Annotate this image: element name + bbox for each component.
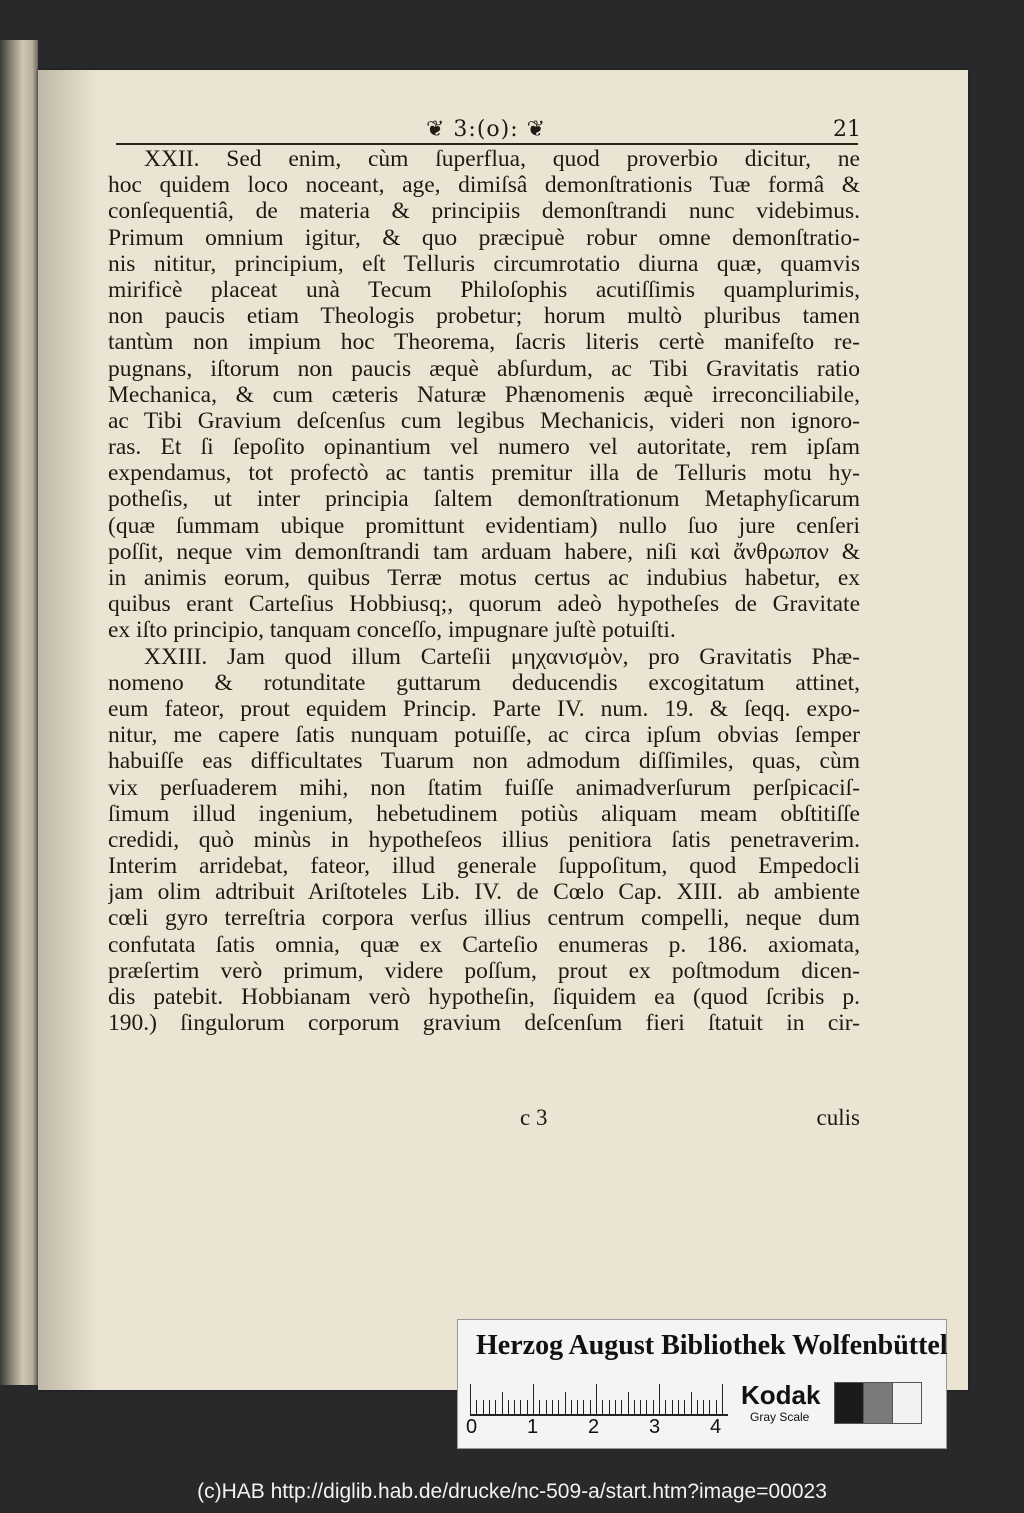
text-line: XXIII. Jam quod illum Carteſii μηχανισμὸν, pro Gravitatis Phæ- <box>144 643 860 670</box>
text-line: Interim arridebat, fateor, illud generale ſuppoſitum, quod Empedocli <box>108 853 860 880</box>
body-text <box>108 146 860 1036</box>
ruler-tick <box>527 1400 528 1414</box>
text-line: poſſit, neque vim demonſtrandi tam arduam habere, niſi καὶ ἄνθρωπον & <box>108 538 860 565</box>
text-line: nitur, me capere ſatis nunquam potuiſſe, ac circa ipſum obvias ſemper <box>108 722 860 749</box>
text-line: ex iſto principio, tanquam conceſſo, impugnare juſtè potuiſti. <box>108 617 676 644</box>
text-line: jam olim adtribuit Ariſtoteles Lib. IV. de Cœlo Cap. XIII. ab ambiente <box>108 879 860 906</box>
text-line: eum fateor, prout equidem Princip. Parte IV. num. 19. & ſeqq. expo- <box>108 695 860 722</box>
ruler-tick <box>533 1384 534 1414</box>
ruler-tick <box>609 1400 610 1414</box>
book-page <box>38 70 968 1390</box>
ruler-tick <box>577 1400 578 1414</box>
ruler-tick <box>520 1400 521 1414</box>
book-edge <box>0 40 38 1385</box>
ruler-tick <box>684 1400 685 1414</box>
ruler-tick <box>615 1400 616 1414</box>
ruler-tick <box>470 1384 471 1414</box>
ruler-number: 4 <box>710 1416 722 1438</box>
text-line: hoc quidem loco noceant, age, dimiſsâ demonſtrationis Tuæ formâ & <box>108 172 860 199</box>
text-line: pugnans, iſtorum non paucis æquè abſurdum, ac Tibi Gravitatis ratio <box>108 355 860 382</box>
text-line: vix perſuaderem mihi, non ſtatim fuiſſe animadverſurum perſpicaciſ- <box>108 774 860 801</box>
kodak-logo: Kodak <box>741 1380 821 1410</box>
ruler-tick <box>672 1400 673 1414</box>
page-footer <box>108 1105 860 1135</box>
text-line: quibus erant Carteſius Hobbiusq;, quorum adeò hypotheſes de Gravitate <box>108 591 860 618</box>
catchword: culis <box>816 1105 860 1130</box>
source-url: (c)HAB http://diglib.hab.de/drucke/nc-509-a/start.htm?image=00023 <box>197 1480 827 1503</box>
gray-swatch <box>892 1382 922 1424</box>
color-reference-card <box>457 1319 947 1449</box>
ruler-tick <box>546 1400 547 1414</box>
page-number: 21 <box>833 117 861 142</box>
page-header <box>116 117 861 145</box>
header-rule <box>116 143 858 145</box>
ruler-tick <box>716 1400 717 1414</box>
text-line: præſertim verò primum, videre poſſum, prout ex poſtmodum dicen- <box>108 957 860 984</box>
ruler-tick <box>628 1392 629 1414</box>
gray-scale-label: Gray Scale <box>750 1410 810 1424</box>
text-line: tantùm non impium hoc Theorema, ſacris literis certè manifeſto re- <box>108 329 860 356</box>
text-line: ras. Et ſi ſepoſito opinantium vel numero vel autoritate, rem ipſam <box>108 434 860 461</box>
text-line: conſequentiâ, de materia & principiis demonſtrandi nunc videbimus. <box>108 198 860 225</box>
ruler-tick <box>483 1400 484 1414</box>
gray-swatch <box>834 1382 864 1424</box>
header-ornament: ❦ 3:(o): ❦ <box>426 117 547 142</box>
ruler-tick <box>583 1400 584 1414</box>
ruler-tick <box>665 1400 666 1414</box>
library-name: Herzog August Bibliothek Wolfenbüttel <box>476 1330 948 1361</box>
ruler-tick <box>697 1400 698 1414</box>
ruler-tick <box>646 1400 647 1414</box>
text-line: expendamus, tot profectò ac tantis premitur illa de Telluris motu hy- <box>108 460 860 487</box>
ruler-tick <box>502 1392 503 1414</box>
ruler-tick <box>653 1400 654 1414</box>
text-line: potheſis, ut inter principia ſaltem demonſtrationum Metaphyſicarum <box>108 486 860 513</box>
text-line: mirificè placeat unà Tecum Philoſophis acutiſſimis quamplurimis, <box>108 276 860 303</box>
text-line: cœli gyro terreſtria corpora verſus illius centrum compelli, neque dum <box>108 905 860 932</box>
ruler-tick <box>552 1400 553 1414</box>
ruler-tick <box>678 1400 679 1414</box>
ruler-tick <box>602 1400 603 1414</box>
text-line: Primum omnium igitur, & quo præcipuè robur omne demonſtratio- <box>108 224 860 251</box>
text-line: XXII. Sed enim, cùm ſuperflua, quod proverbio dicitur, ne <box>144 146 860 172</box>
ruler-tick <box>659 1384 660 1414</box>
ruler-tick <box>640 1400 641 1414</box>
ruler-number: 2 <box>588 1416 600 1438</box>
text-line: habuiſſe eas difficultates Tuarum non admodum diſſimiles, quas, cùm <box>108 748 860 775</box>
ruler-tick <box>722 1384 723 1414</box>
text-line: credidi, quò minùs in hypotheſeos illius penitiora ſatis penetraverim. <box>108 826 860 853</box>
ruler-tick <box>709 1400 710 1414</box>
ruler-tick <box>539 1400 540 1414</box>
ruler-tick <box>703 1400 704 1414</box>
ruler-tick <box>508 1400 509 1414</box>
text-line: nomeno & rotunditate guttarum deducendis excogitatum attinet, <box>108 669 860 696</box>
text-line: ſimum illud ingenium, hebetudinem potiùs aliquam meam obſtitiſſe <box>108 800 860 827</box>
text-line: dis patebit. Hobbianam verò hypotheſin, ſiquidem ea (quod ſcribis p. <box>108 984 860 1010</box>
ruler-number: 0 <box>466 1416 478 1438</box>
text-line: nis nititur, principium, eſt Telluris circumrotatio diurna quæ, quamvis <box>108 250 860 277</box>
ruler-tick <box>590 1400 591 1414</box>
gray-swatch <box>863 1382 893 1424</box>
ruler-tick <box>691 1392 692 1414</box>
ruler-number: 3 <box>649 1416 661 1438</box>
ruler-tick <box>621 1400 622 1414</box>
text-line: Mechanica, & cum cæteris Naturæ Phænomenis æquè irreconciliabile, <box>108 381 860 408</box>
ruler-tick <box>565 1392 566 1414</box>
ruler-tick <box>476 1400 477 1414</box>
ruler-tick <box>558 1400 559 1414</box>
signature-mark: c 3 <box>520 1105 548 1130</box>
text-line: confutata ſatis omnia, quæ ex Carteſio enumeras p. 186. axiomata, <box>108 931 860 958</box>
ruler-number: 1 <box>527 1416 539 1438</box>
ruler-tick <box>596 1384 597 1414</box>
text-line: ac Tibi Gravium deſcenſus cum legibus Mechanicis, videri non ignoro- <box>108 407 860 434</box>
text-line: in animis eorum, quibus Terræ motus certus ac indubius habetur, ex <box>108 565 860 591</box>
text-line: 190.) ſingulorum corporum gravium deſcenſum fieri ſtatuit in cir- <box>108 1010 860 1037</box>
ruler-tick <box>489 1400 490 1414</box>
text-line: non paucis etiam Theologis probetur; horum multò pluribus tamen <box>108 303 860 330</box>
ruler-tick <box>514 1400 515 1414</box>
ruler-tick <box>495 1400 496 1414</box>
ruler-tick <box>571 1400 572 1414</box>
ruler-tick <box>634 1400 635 1414</box>
scale-ruler <box>470 1380 728 1416</box>
text-line: (quæ ſummam ubique promittunt evidentiam) nullo ſuo jure cenſeri <box>108 512 860 539</box>
